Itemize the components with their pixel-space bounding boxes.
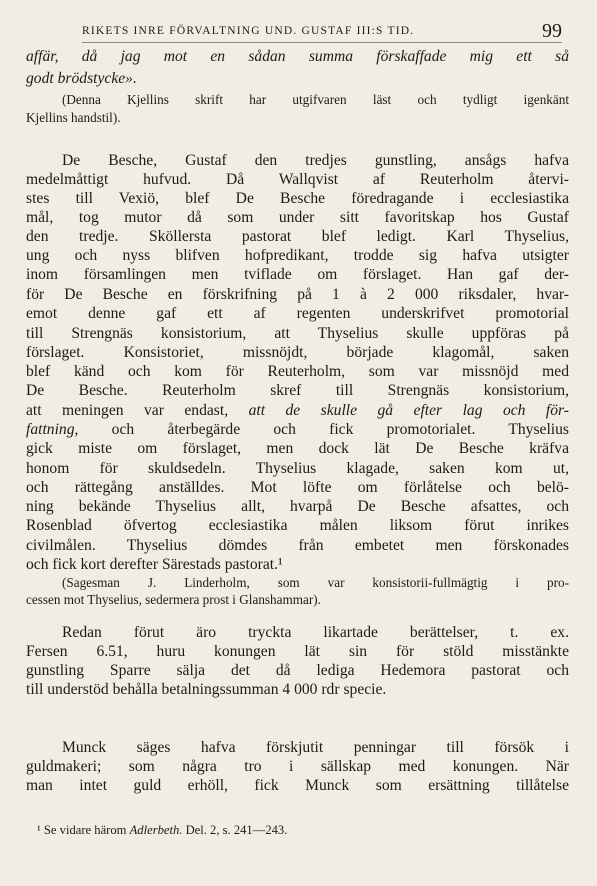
footnote bbox=[37, 823, 287, 838]
footnote-marker: ¹ bbox=[37, 823, 41, 837]
text-run: , och återbegärde och fick promotorialet. Thyselius bbox=[74, 421, 569, 438]
text-line: förslaget. Konsistoriet, missnöjdt, började klagomål, saken bbox=[26, 344, 569, 361]
footnote-rest: Del. 2, s. 241—243. bbox=[182, 823, 288, 837]
text-line: (Sagesman J. Linderholm, som var konsistorii-fullmägtig i pro- bbox=[62, 575, 569, 590]
footnote-text: Se vidare härom bbox=[40, 823, 130, 837]
text-line bbox=[26, 402, 569, 420]
text-line: guldmakeri; som några tro i sällskap med konungen. När bbox=[26, 758, 569, 775]
text-line: Kjellins handstil). bbox=[26, 110, 121, 125]
text-line: honom för skuldsedeln. Thyselius klagade, saken kom ut, bbox=[26, 460, 569, 477]
text-line bbox=[26, 421, 569, 439]
italic-run: fattning bbox=[26, 421, 75, 438]
text-line: Rosenblad öfvertog ecclesiastika målen liksom förut inrikes bbox=[26, 517, 569, 534]
text-line: gunstling Sparre sälja det då lediga Hedemora pastorat och bbox=[26, 662, 569, 679]
text-line: stes till Vexiö, blef De Besche föredragande i ecclesiastika bbox=[26, 190, 569, 207]
text-line: civilmålen. Thyselius dömdes från embetet men förskonades bbox=[26, 537, 569, 554]
footnote-source: Adlerbeth. bbox=[129, 823, 183, 837]
text-line: för De Besche en förskrifning på 1 à 2 000 riksdaler, hvar- bbox=[26, 286, 569, 303]
text-line: (Denna Kjellins skrift har utgifvaren läst och tydligt igenkänt bbox=[62, 92, 569, 107]
text-line: godt brödstycke». bbox=[26, 70, 137, 87]
text-line: inom församlingen men tviflade om förslaget. Han gaf der- bbox=[26, 266, 569, 283]
text-line: och fick kort derefter Särestads pastorat.¹ bbox=[26, 556, 283, 573]
italic-run: att de skulle gå efter lag och för- bbox=[248, 402, 570, 419]
text-line: De Besche. Reuterholm skref till Strengnäs konsistorium, bbox=[26, 382, 569, 399]
page-number: 99 bbox=[542, 20, 562, 42]
text-line: till Strengnäs konsistorium, att Thyselius skulle uppföras på bbox=[26, 325, 569, 342]
text-line: cessen mot Thyselius, sedermera prost i Glanshammar). bbox=[26, 592, 321, 607]
text-line: De Besche, Gustaf den tredjes gunstling, ansågs hafva bbox=[62, 152, 569, 169]
text-line: blef känd och kom för Reuterholm, som var missnöjd med bbox=[26, 363, 569, 380]
text-line: till understöd behålla betalningssumman 4 000 rdr specie. bbox=[26, 681, 387, 698]
text-line: emot denne gaf ett af regenten underskrifvet promotorial bbox=[26, 305, 569, 322]
running-title: RIKETS INRE FÖRVALTNING UND. GUSTAF III:S TID. bbox=[82, 25, 415, 37]
text-run: att meningen var endast, bbox=[26, 402, 249, 419]
header-rule bbox=[82, 42, 562, 43]
text-line: Fersen 6.51, huru konungen lät sin för stöld misstänkte bbox=[26, 643, 569, 660]
text-line: Munck säges hafva förskjutit penningar till försök i bbox=[62, 739, 569, 756]
text-line: medelmåttigt hufvud. Då Wallqvist af Reuterholm återvi- bbox=[26, 171, 569, 188]
text-line: Redan förut äro tryckta likartade berättelser, t. ex. bbox=[62, 624, 569, 641]
text-line: ning bekände Thyselius allt, hvarpå De Besche afsattes, och bbox=[26, 498, 569, 515]
text-line: den tredje. Sköllersta pastorat blef ledigt. Karl Thyselius, bbox=[26, 228, 569, 245]
page-header bbox=[82, 20, 562, 44]
text-line: gick miste om förslaget, men dock lät De Besche kräfva bbox=[26, 440, 569, 457]
text-line: affär, då jag mot en sådan summa förskaffade mig ett så bbox=[26, 48, 569, 65]
text-line: man intet guld erhöll, fick Munck som ersättning tillåtelse bbox=[26, 777, 569, 794]
text-line: mål, tog mutor då som under sitt favoritskap hos Gustaf bbox=[26, 209, 569, 226]
text-line: och rättegång anställdes. Mot löfte om förlåtelse och belö- bbox=[26, 479, 569, 496]
text-line: ung och nyss blifven hofpredikant, trodde sig hafva utsigter bbox=[26, 247, 569, 264]
